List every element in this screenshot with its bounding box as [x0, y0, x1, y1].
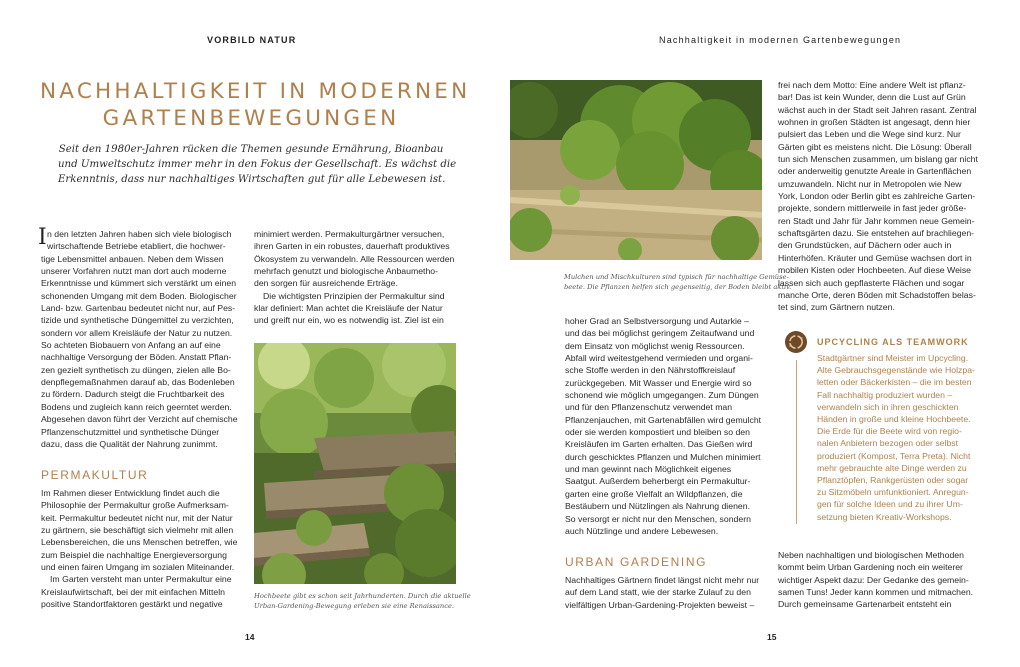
box-line: letten oder Bäckerkisten – die im besten: [817, 377, 972, 388]
body-line: wohnen in großen Städten ist angesagt, denn hier: [778, 117, 971, 128]
body-line: auch Nützlinge und andere Lebewesen.: [565, 525, 719, 536]
body-line: Pflanzenschutzmittel und synthetische Dünger: [41, 426, 220, 437]
box-divider: [796, 360, 797, 524]
body-line: den Grundstücken, auf Dächern oder auch in: [778, 240, 952, 251]
caption-line: Urban-Gardening-Bewegung erleben sie eine Renaissance.: [254, 602, 455, 610]
body-line: Im Rahmen dieser Entwicklung findet auch die: [41, 488, 220, 498]
body-column-4b: [778, 549, 973, 611]
body-line: bar! Das ist kein Wunder, denn die Lust auf Grün: [778, 92, 966, 103]
body-line: So achteten Biobauern von Anfang an auf eine: [41, 340, 221, 351]
body-line: denpflegemaßnahmen darauf ab, das Bodenleben: [41, 377, 235, 388]
body-line: frei nach dem Motto: Eine andere Welt ist pflanz-: [778, 80, 966, 90]
box-line: Die Erde für die Beete wird von regio-: [817, 426, 962, 437]
body-line: zum Beispiel die nachhaltige Energieversorgung: [41, 549, 227, 560]
section-heading-permakultur: PERMAKULTUR: [41, 468, 149, 482]
body-line: York, London oder Berlin gibt es zahlreiche Garten-: [778, 191, 976, 202]
body-line: Lebensbereichen, die uns Menschen betreffen, wie: [41, 537, 238, 548]
body-line: wächst auch in der Stadt seit Jahren rasant. Zentral: [778, 104, 977, 115]
body-line: zen gezielt synthetisch zu düngen, zielen alle Bo-: [41, 364, 231, 375]
body-line: Land- bzw. Gartenbau bedeutet nicht nur, auf Pes-: [41, 303, 236, 314]
title-line: NACHHALTIGKEIT IN MODERNEN: [40, 79, 471, 104]
body-line: Abgesehen davon führt der Verzicht auf chemische: [41, 414, 238, 425]
body-line: positive Standortfaktoren gestärkt und negative: [41, 599, 223, 610]
body-line: klar definiert: Man achtet die Kreisläufe der Natur: [254, 303, 443, 314]
box-line: setzung bieten Kreativ-Workshops.: [817, 511, 952, 522]
body-line: tun sich Menschen zusammen, um bislang gar nicht: [778, 154, 978, 165]
body-line: Bestäubern und Nützlingen als Nahrung dienen.: [565, 501, 750, 512]
body-column-4: [778, 79, 978, 314]
recycle-icon: [785, 331, 807, 353]
body-line: samen Tuns! Jeder kann kommen und mitmachen.: [778, 587, 974, 598]
body-line: Neben nachhaltigen und biologischen Methoden: [778, 550, 964, 560]
box-line: Pflanztöpfen, Rankgerüsten oder sogar: [817, 475, 969, 486]
box-line: gen für solche Ideen und zu ihrer Um-: [817, 499, 963, 510]
body-line: mehrfach genutzt und biologische Anbaumetho-: [254, 266, 439, 277]
body-line: vielfältigen Urban-Gardening-Projekten beweist –: [565, 599, 755, 610]
body-line: Hinterhöfen. Kräuter und Gemüse wachsen dort in: [778, 252, 972, 263]
body-line: So versorgt er nicht nur den Menschen, sondern: [565, 513, 751, 524]
section-heading-urban-gardening: URBAN GARDENING: [565, 555, 708, 569]
body-line: dazu, dass die Qualität der Nahrung zunimmt.: [41, 438, 218, 449]
body-line: ihren Garten in ein robustes, dauerhaft produktives: [254, 241, 450, 252]
body-line: Durch gemeinsame Gartenarbeit entsteht ein: [778, 599, 952, 610]
body-line: minimiert werden. Permakulturgärtner versuchen,: [254, 229, 445, 239]
box-line: verwandeln sich in ihren geschickten: [817, 401, 959, 412]
body-column-1b: [41, 487, 237, 610]
drop-cap: I: [38, 225, 47, 250]
body-line: kommt beim Urban Gardening noch ein weiterer: [778, 562, 963, 573]
body-line: manche Orte, deren Böden mit Schadstoffen belas-: [778, 289, 976, 300]
body-line: tige Lebensmittel anbauen. Neben dem Wissen: [41, 253, 224, 264]
vegetable-bed-photo: [510, 80, 762, 260]
box-line: nalen Anbietern bezogen oder selbst: [817, 438, 959, 449]
body-line: zu gärtnern, sie beschäftigt sich vielmehr mit allen: [41, 525, 234, 536]
body-line: Pflanzenjauchen, mit Gartenabfällen wird gemulcht: [565, 414, 762, 425]
body-line: dem Einsatz von möglichst wenig Ressourcen.: [565, 340, 745, 351]
body-line: Gärten gibt es meistens nicht. Die Lösung: Überall: [778, 141, 972, 152]
body-line: Die wichtigsten Prinzipien der Permakultur sind: [263, 290, 445, 301]
photo-caption-left: [254, 591, 471, 611]
body-line: und einen fairen Umgang im sozialen Miteinander.: [41, 562, 235, 573]
body-line: schonenden Umgang mit dem Boden. Biologischer: [41, 290, 237, 301]
body-line: Bodens und zugleich kann reich geerntet werden.: [41, 401, 232, 412]
body-line: keit. Permakultur bedeutet nicht nur, mit der Natur: [41, 512, 233, 523]
body-column-1: [41, 228, 238, 450]
body-line: Philosophie der Permakultur große Aufmerksam-: [41, 500, 229, 511]
body-line: mobilen Kisten oder Hochbeeten. Auf diese Weise: [778, 265, 972, 276]
body-column-3: [565, 315, 761, 537]
body-line: Saatgut. Außerdem beherbergt ein Permakultur-: [565, 476, 751, 487]
body-line: und für den Pflanzenschutz verwendet man: [565, 402, 733, 413]
body-line: wirtschaftende Betriebe etabliert, die hochwer-: [47, 241, 226, 252]
body-line: hoher Grad an Selbstversorgung und Autarkie –: [565, 316, 750, 326]
box-line: zu Sitzmöbeln umfunktioniert. Anregun-: [817, 487, 969, 498]
body-line: Kreisläufen im Garten erhalten. Das Gießen wird: [565, 439, 753, 450]
body-line: und das bei möglichst geringem Zeitaufwand und: [565, 328, 755, 339]
body-line: umzuwandeln. Nicht nur in Metropolen wie New: [778, 178, 962, 189]
body-line: wichtiger Aspekt dazu: Der Gedanke des gemein-: [778, 574, 969, 585]
box-line: Fall nachhaltig produziert wurden –: [817, 389, 953, 400]
box-title: UPCYCLING ALS TEAMWORK: [817, 337, 969, 347]
body-line: sondern vor allem Kreisläufe der Natur zu nutzen.: [41, 327, 233, 338]
intro-line: Erkenntnis, dass nur nachhaltiges Wirtschaften gut für alle Lebewesen ist.: [58, 174, 446, 186]
body-line: nachhaltige Versorgung der Böden. Anstatt Pflan-: [41, 352, 232, 363]
body-column-2: [254, 228, 454, 327]
body-line: projekte, sondern mittlerweile in fast jeder größe-: [778, 203, 967, 214]
page-number-left: 14: [245, 632, 255, 642]
body-line: schaftsgärten dazu. Sie entstehen auf brachliegen-: [778, 228, 975, 239]
body-line: auf dem Land statt, wie der starke Zulauf zu den: [565, 587, 751, 598]
body-line: oder sie werden kompostiert und bleiben so den: [565, 427, 750, 438]
caption-line: Mulchen und Mischkulturen sind typisch für nachhaltige Gemüse-: [564, 273, 789, 281]
box-line: Alte Gebrauchsgegenstände wie Holzpa-: [817, 365, 975, 376]
intro-paragraph: [58, 142, 457, 188]
body-line: durch geschicktes Pflanzen und Mulchen minimiert: [565, 451, 761, 462]
box-line: mehr gebrauchte alte Dinge werden zu: [817, 462, 967, 473]
body-line: Erkenntnisse und kümmert sich verstärkt um einen: [41, 278, 237, 289]
box-line: Stadtgärtner sind Meister im Upcycling.: [817, 353, 969, 363]
box-text: [817, 352, 975, 523]
raised-beds-photo: [254, 343, 456, 584]
body-line: oder anderweitig genutzte Areale in Gartenflächen: [778, 166, 972, 177]
body-line: den sorgen für ausreichende Erträge.: [254, 278, 398, 289]
photo-caption-right: [564, 272, 791, 292]
body-line: pulsiert das Leben und die Wege sind kurz. Nur: [778, 129, 961, 140]
intro-line: Seit den 1980er-Jahren rücken die Themen gesunde Ernährung, Bioanbau: [58, 144, 444, 155]
body-line: tizide und synthetische Düngemittel zu verzichten,: [41, 315, 234, 326]
body-line: und man gewinnt nach Möglichkeit eigenes: [565, 464, 732, 475]
intro-line: und Umweltschutz immer mehr in den Fokus der Gesellschaft. Es wächst die: [58, 159, 457, 171]
title-line: GARTENBEWEGUNGEN: [102, 106, 400, 131]
body-line: lassen sich auch gepflasterte Flächen und sogar: [778, 277, 965, 288]
body-line: tet sind, zum Gärtnern nutzen.: [778, 302, 895, 313]
body-line: zurückgegeben. Mit Wasser und Energie wird so: [565, 377, 752, 388]
running-head-right: Nachhaltigkeit in modernen Gartenbewegungen: [659, 35, 902, 45]
body-line: Nachhaltiges Gärtnern findet längst nicht mehr nur: [565, 575, 760, 585]
body-column-3b: [565, 574, 759, 611]
body-line: Abfall wird weitestgehend vermieden und organi-: [565, 353, 753, 364]
page-title: [40, 78, 471, 132]
box-line: produziert (Kompost, Terra Preta). Nicht: [817, 450, 971, 461]
body-line: unserer Vorfahren nutzt man dort auch moderne: [41, 266, 227, 277]
caption-line: Hochbeete gibt es schon seit Jahrhunderten. Durch die aktuelle: [254, 592, 471, 600]
body-line: sche Stoffe werden in den Nährstoffkreislauf: [565, 365, 736, 376]
box-line: Händen in große und kleine Hochbeete.: [817, 414, 971, 425]
body-line: Kreislaufwirtschaft, bei der mit einfachen Mitteln: [41, 586, 225, 597]
body-line: und greift nur ein, wo es notwendig ist. Ziel ist ein: [254, 315, 444, 326]
body-line: zu fördern. Dadurch steigt die Fruchtbarkeit des: [41, 389, 225, 400]
body-line: garten eine große Vielfalt an Wildpflanzen, die: [565, 488, 743, 499]
body-line: schonend wie möglich umgegangen. Zum Düngen: [565, 390, 759, 401]
caption-line: beete. Die Pflanzen helfen sich gegenseitig, der Boden bleibt aktiv.: [564, 283, 792, 291]
page-number-right: 15: [767, 632, 777, 642]
body-line: ren Stadt und Jahr für Jahr kommen neue Gemein-: [778, 215, 975, 226]
running-head-left: VORBILD NATUR: [207, 35, 297, 45]
body-line: Im Garten versteht man unter Permakultur eine: [50, 574, 232, 585]
body-line: n den letzten Jahren haben sich viele biologisch: [47, 229, 232, 239]
body-line: Ökosystem zu verwandeln. Alle Ressourcen werden: [254, 253, 455, 264]
